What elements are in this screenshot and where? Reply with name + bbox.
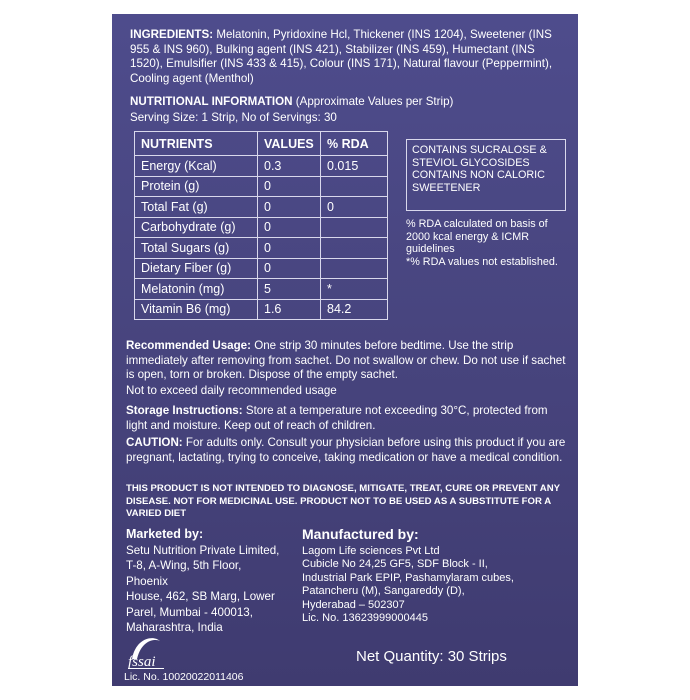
disclaimer: THIS PRODUCT IS NOT INTENDED TO DIAGNOSE, MITIGATE, TREAT, CURE OR PREVENT ANY DISEASE. NOT FOR MEDICINAL USE. PRODUCT NOT TO BE USED AS A SUBSTITUTE FOR A VARIED DIET (126, 483, 560, 520)
nutrient-rda: 0.015 (321, 156, 388, 177)
fssai-logo-text: fssai (128, 654, 156, 670)
table-row (135, 156, 388, 177)
address-line: Hyderabad – 502307 (302, 598, 405, 611)
fssai-license: Lic. No. 10020022011406 (124, 671, 244, 683)
nutrition-subheading: (Approximate Values per Strip) (292, 95, 454, 108)
nutrient-name: Dietary Fiber (g) (135, 258, 258, 279)
rda-not-established-note: *% RDA values not established. (406, 255, 558, 268)
nutrient-name: Total Fat (g) (135, 197, 258, 218)
ingredients-heading: INGREDIENTS: (130, 28, 214, 41)
nutrient-rda: * (321, 279, 388, 300)
marketed-by-heading: Marketed by: (126, 527, 204, 541)
nutrition-table (134, 131, 388, 320)
storage-text: Store at a temperature not exceeding 30°C, protected from light and moisture. Keep out of reach of children. (126, 404, 548, 432)
column-header: % RDA (321, 132, 388, 156)
sweetener-notice-box: CONTAINS SUCRALOSE & STEVIOL GLYCOSIDES CONTAINS NON CALORIC SWEETENER (406, 139, 566, 211)
column-header: VALUES (258, 132, 321, 156)
fssai-logo-icon (126, 629, 166, 671)
nutrient-value: 0 (258, 197, 321, 218)
table-row (135, 176, 388, 197)
table-row (135, 238, 388, 259)
usage-paragraph (126, 339, 566, 383)
address-line: Cubicle No 24,25 GF5, SDF Block - II, (302, 558, 488, 571)
marketed-by-address (126, 543, 286, 635)
address-line: Parel, Mumbai - 400013, (126, 605, 253, 619)
address-line: Lagom Life sciences Pvt Ltd (302, 545, 440, 557)
nutrient-name: Vitamin B6 (mg) (135, 299, 258, 320)
net-quantity: Net Quantity: 30 Strips (356, 648, 507, 665)
nutrient-value: 1.6 (258, 299, 321, 320)
nutrient-rda (321, 238, 388, 259)
table-row (135, 197, 388, 218)
nutrient-value: 0 (258, 238, 321, 259)
address-line: Setu Nutrition Private Limited, (126, 544, 280, 557)
nutrient-rda (321, 176, 388, 197)
nutrient-value: 5 (258, 279, 321, 300)
nutrient-name: Carbohydrate (g) (135, 217, 258, 238)
nutrient-value: 0 (258, 217, 321, 238)
table-row (135, 279, 388, 300)
nutrition-heading: NUTRITIONAL INFORMATION (130, 95, 293, 108)
label-panel (112, 14, 578, 686)
nutrient-value: 0 (258, 258, 321, 279)
nutrient-rda (321, 258, 388, 279)
manufactured-by-address (302, 545, 572, 625)
storage-heading: Storage Instructions: (126, 404, 243, 417)
nutrient-value: 0 (258, 176, 321, 197)
usage-heading: Recommended Usage: (126, 339, 251, 352)
serving-size: Serving Size: 1 Strip, No of Servings: 30 (130, 111, 337, 124)
table-row (135, 299, 388, 320)
rda-basis-note: % RDA calculated on basis of 2000 kcal energy & ICMR guidelines (406, 218, 548, 256)
nutrient-name: Total Sugars (g) (135, 238, 258, 259)
nutrient-rda: 0 (321, 197, 388, 218)
address-line: House, 462, SB Marg, Lower (126, 590, 275, 604)
address-line: T-8, A-Wing, 5th Floor, Phoenix (126, 559, 242, 588)
manufactured-by-heading: Manufactured by: (302, 526, 419, 542)
nutrient-name: Melatonin (mg) (135, 279, 258, 300)
nutrition-title (130, 95, 570, 110)
license-number: Lic. No. 13623999000445 (302, 612, 428, 625)
caution-heading: CAUTION: (126, 436, 183, 449)
storage-paragraph (126, 404, 566, 433)
nutrient-rda (321, 217, 388, 238)
table-row (135, 258, 388, 279)
nutrient-name: Energy (Kcal) (135, 156, 258, 177)
column-header: NUTRIENTS (135, 132, 258, 156)
caution-paragraph (126, 436, 566, 465)
nutrient-rda: 84.2 (321, 299, 388, 320)
not-exceed-notice: Not to exceed daily recommended usage (126, 384, 337, 397)
table-header-row (135, 132, 388, 156)
table-row (135, 217, 388, 238)
address-line: Patancheru (M), Sangareddy (D), (302, 585, 465, 598)
usage-text: One strip 30 minutes before bedtime. Use the strip immediately after removing from sachet. Do not swallow or chew. Do not use if sachet is open, torn or broken. Dispose of the empty sachet. (126, 339, 566, 382)
nutrient-value: 0.3 (258, 156, 321, 177)
rda-note (406, 218, 570, 268)
nutrient-name: Protein (g) (135, 176, 258, 197)
ingredients-paragraph (130, 28, 558, 86)
caution-text: For adults only. Consult your physician before using this product if you are pregnant, lactating, trying to conceive, taking medication or have a medical condition. (126, 436, 566, 464)
address-line: Maharashtra, India (126, 621, 223, 635)
ingredients-text: Melatonin, Pyridoxine Hcl, Thickener (INS 1204), Sweetener (INS 955 & INS 960), Bulking agent (INS 421), Stabilizer (INS 459), Humectant (INS 1520), Emulsifier (INS 433 & 415), Colour (INS 171), Natural flavour (Peppermint), Cooling agent (Menthol) (130, 28, 553, 85)
address-line: Industrial Park EPIP, Pashamylaram cubes, (302, 571, 514, 584)
